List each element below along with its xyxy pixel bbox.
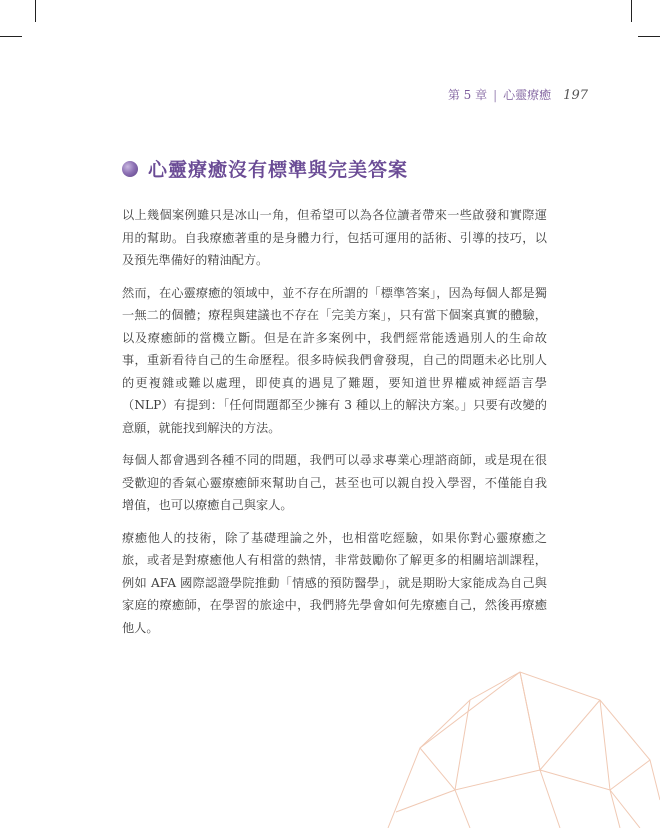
page-number: 197 bbox=[563, 88, 588, 103]
section-label: 心靈療癒 bbox=[503, 88, 552, 102]
paragraph: 然而，在心靈療癒的領域中，並不存在所謂的「標準答案」，因為每個人都是獨一無二的個體；療程與建議也不存在「完美方案」，只有當下個案真實的體驗，以及療癒師的當機立斷。但是在許多案例中，我們經常能透過別人的生命故事，重新看待自己的生命歷程。很多時候我們會發現，自己的問題未必比別人的更複雜或難以處理，即使真的遇見了難題，要知道世界權威神經語言學（NLP）有提到：「任何問題都至少擁有 3 種以上的解決方案。」只要有改變的意願，就能找到解決的方法。 bbox=[122, 285, 547, 435]
chapter-label: 第 5 章 bbox=[447, 88, 488, 102]
section-title: 心靈療癒沒有標準與完美答案 bbox=[148, 159, 409, 181]
header-separator: | bbox=[493, 88, 498, 102]
paragraph: 每個人都會遇到各種不同的問題，我們可以尋求專業心理諮商師，或是現在很受歡迎的香氣心靈療癒師來幫助自己，甚至也可以親自投入學習，不僅能自我增值，也可以療癒自己與家人。 bbox=[122, 453, 547, 512]
paragraph: 以上幾個案例雖只是冰山一角，但希望可以為各位讀者帶來一些啟發和實際運用的幫助。自我療癒著重的是身體力行，包括可運用的話術、引導的技巧，以及預先準備好的精油配方。 bbox=[122, 208, 547, 267]
paragraph: 療癒他人的技術，除了基礎理論之外，也相當吃經驗，如果你對心靈療癒之旅，或者是對療癒他人有相當的熱情，非常鼓勵你了解更多的相關培訓課程，例如 AFA 國際認證學院推動「情感的預防醫學」，就是期盼大家能成為自己與家庭的療癒師，在學習的旅途中，我們將先學會如何先療癒自己，然後再療癒他人。 bbox=[122, 530, 547, 635]
